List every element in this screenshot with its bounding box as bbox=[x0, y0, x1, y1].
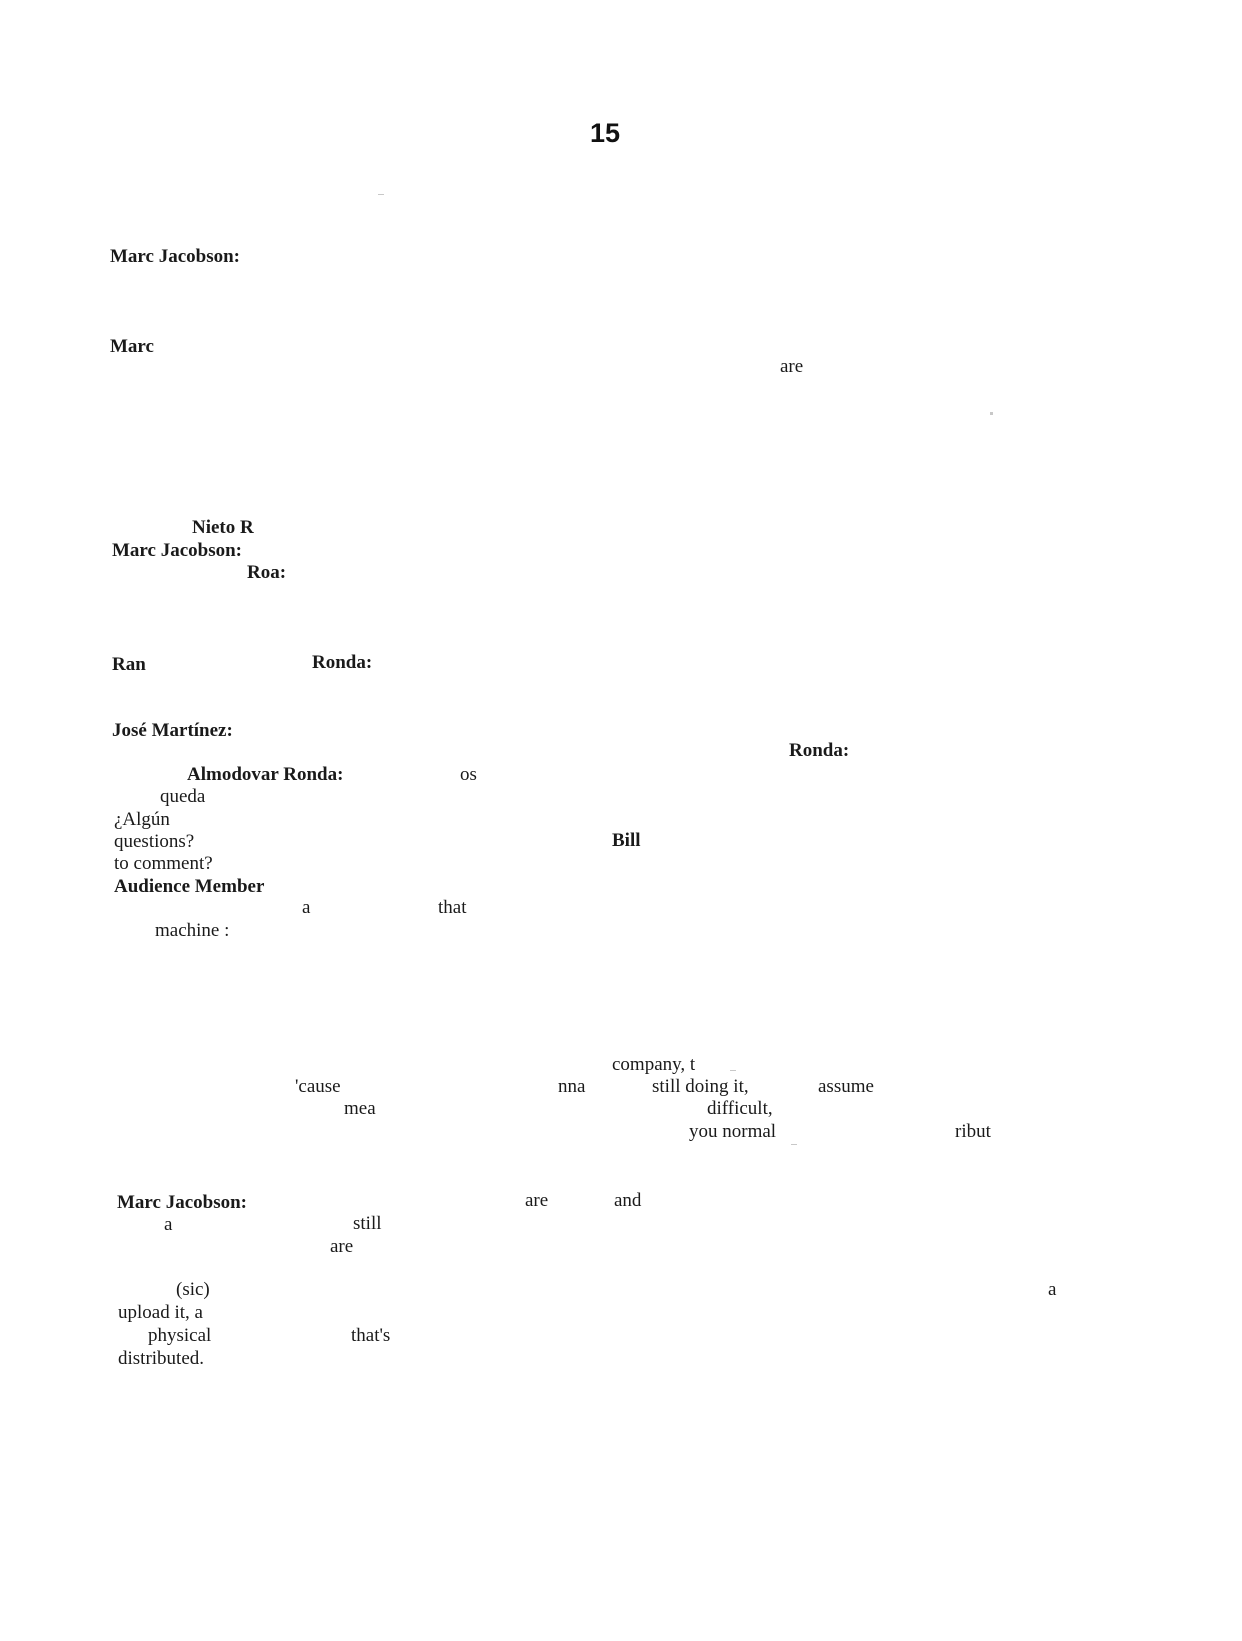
text-fragment: that's bbox=[351, 1325, 391, 1346]
text-fragment: ribut bbox=[955, 1121, 991, 1142]
text-fragment: mea bbox=[344, 1098, 376, 1119]
speaker-label: Bill bbox=[612, 830, 641, 851]
text-fragment: company, t bbox=[612, 1054, 696, 1075]
speaker-label: Marc Jacobson: bbox=[117, 1192, 247, 1213]
speaker-label: Marc bbox=[110, 336, 154, 357]
text-fragment: machine : bbox=[155, 920, 230, 941]
text-fragment: that bbox=[438, 897, 467, 918]
text-fragment: are bbox=[525, 1190, 549, 1211]
text-fragment: you normal bbox=[689, 1121, 777, 1142]
text-fragment: physical bbox=[148, 1325, 212, 1346]
text-fragment: distributed. bbox=[118, 1348, 205, 1369]
speaker-label: Ronda: bbox=[789, 740, 850, 761]
text-fragment: ¿Algún bbox=[114, 809, 170, 830]
speaker-label: Nieto R bbox=[192, 517, 254, 538]
text-fragment: and bbox=[614, 1190, 642, 1211]
text-fragment: queda bbox=[160, 786, 206, 807]
text-fragment: 'cause bbox=[295, 1076, 341, 1097]
text-fragment: upload it, a bbox=[118, 1302, 203, 1323]
text-fragment: to comment? bbox=[114, 853, 213, 874]
page-number: 15 bbox=[590, 118, 621, 148]
text-fragment: questions? bbox=[114, 831, 195, 852]
text-fragment: difficult, bbox=[707, 1098, 773, 1119]
text-fragment: still doing it, bbox=[652, 1076, 749, 1097]
scan-speck bbox=[730, 1070, 736, 1071]
text-fragment: assume bbox=[818, 1076, 874, 1097]
text-fragment: a bbox=[164, 1214, 173, 1235]
speaker-label: Roa: bbox=[247, 562, 287, 583]
text-fragment: are bbox=[330, 1236, 354, 1257]
speaker-label: Ran bbox=[112, 654, 146, 675]
text-fragment: nna bbox=[558, 1076, 586, 1097]
scan-speck bbox=[378, 194, 384, 195]
speaker-label: Marc Jacobson: bbox=[110, 246, 240, 267]
text-fragment: a bbox=[1048, 1279, 1057, 1300]
scan-speck bbox=[990, 412, 993, 415]
speaker-label: Audience Member bbox=[114, 876, 265, 897]
text-fragment: a bbox=[302, 897, 311, 918]
text-fragment: os bbox=[460, 764, 477, 785]
speaker-label: Marc Jacobson: bbox=[112, 540, 242, 561]
text-fragment: are bbox=[780, 356, 804, 377]
scan-speck bbox=[791, 1144, 797, 1145]
text-fragment: (sic) bbox=[176, 1279, 210, 1300]
text-fragment: still bbox=[353, 1213, 382, 1234]
speaker-label: Almodovar Ronda: bbox=[187, 764, 344, 785]
speaker-label: José Martínez: bbox=[112, 720, 233, 741]
speaker-label: Ronda: bbox=[312, 652, 373, 673]
